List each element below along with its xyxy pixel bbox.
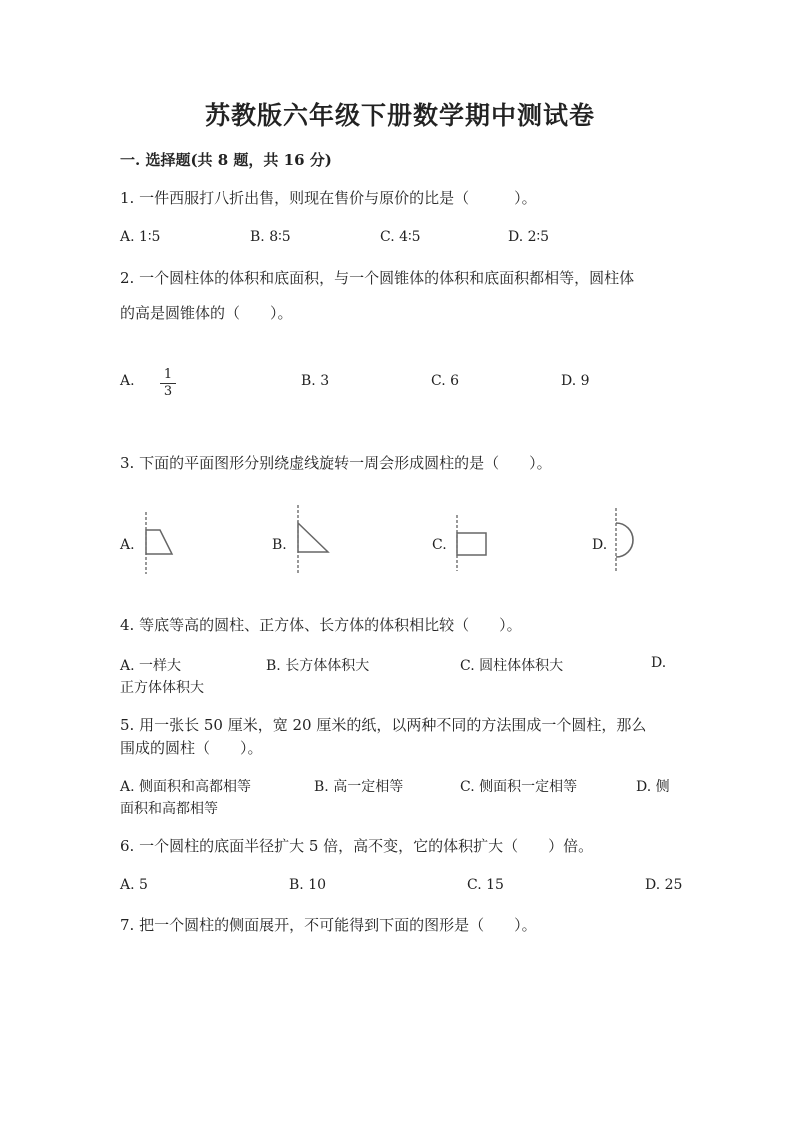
q4-option-c: C. 圆柱体体积大 [460,658,564,674]
q2-option-a-label: A. [120,373,135,389]
q3-option-b: B. [272,537,287,553]
q5-option-c: C. 侧面积一定相等 [460,779,578,795]
q4-option-a: A. 一样大 [120,658,182,674]
q6-option-b: B. 10 [289,877,327,893]
trapezoid-figure [138,512,178,574]
q1-option-d: D. 2∶5 [508,229,550,245]
question-2-line-1: 2. 一个圆柱体的体积和底面积，与一个圆锥体的体积和底面积都相等，圆柱体 [120,269,635,287]
q6-option-d: D. 25 [645,877,683,893]
fraction-denominator: 3 [163,384,173,399]
q3-option-d: D. [592,537,608,553]
q1-option-a: A. 1∶5 [120,229,161,245]
question-7: 7. 把一个圆柱的侧面展开，不可能得到下面的图形是（ ）。 [120,916,537,934]
fraction-numerator: 1 [163,367,173,382]
q2-option-d: D. 9 [561,373,590,389]
q4-option-d: D. [651,655,667,671]
q4-option-d-wrap: 正方体体积大 [120,680,204,696]
question-1: 1. 一件西服打八折出售，则现在售价与原价的比是（ ）。 [120,189,537,207]
rectangle-figure [450,515,490,573]
q5-option-d: D. 侧 [636,779,670,795]
page-title: 苏教版六年级下册数学期中测试卷 [204,101,595,130]
question-3: 3. 下面的平面图形分别绕虚线旋转一周会形成圆柱的是（ ）。 [120,454,552,472]
right-triangle-figure [290,505,334,577]
q6-option-a: A. 5 [120,877,148,893]
q2-option-c: C. 6 [431,373,460,389]
q3-option-c: C. [432,537,447,553]
question-5-line-1: 5. 用一张长 50 厘米，宽 20 厘米的纸，以两种不同的方法围成一个圆柱，那么 [120,716,647,734]
q6-option-c: C. 15 [467,877,504,893]
q5-option-a: A. 侧面积和高都相等 [120,779,252,795]
q4-option-b: B. 长方体体积大 [266,658,370,674]
q1-option-c: C. 4∶5 [380,229,421,245]
question-5-line-2: 围成的圆柱（ ）。 [120,739,263,757]
q5-option-b: B. 高一定相等 [314,779,404,795]
q5-option-d-wrap: 面积和高都相等 [120,801,218,817]
question-6: 6. 一个圆柱的底面半径扩大 5 倍，高不变，它的体积扩大（ ）倍。 [120,837,594,855]
q2-option-a-fraction [160,368,176,399]
q1-option-b: B. 8∶5 [250,229,291,245]
question-4: 4. 等底等高的圆柱、正方体、长方体的体积相比较（ ）。 [120,616,522,634]
q2-option-b: B. 3 [301,373,330,389]
question-2-line-2: 的高是圆锥体的（ ）。 [120,304,293,322]
q3-option-a: A. [120,537,135,553]
section-heading: 一. 选择题(共 8 题，共 16 分) [120,151,332,169]
semicircle-figure [608,508,642,574]
